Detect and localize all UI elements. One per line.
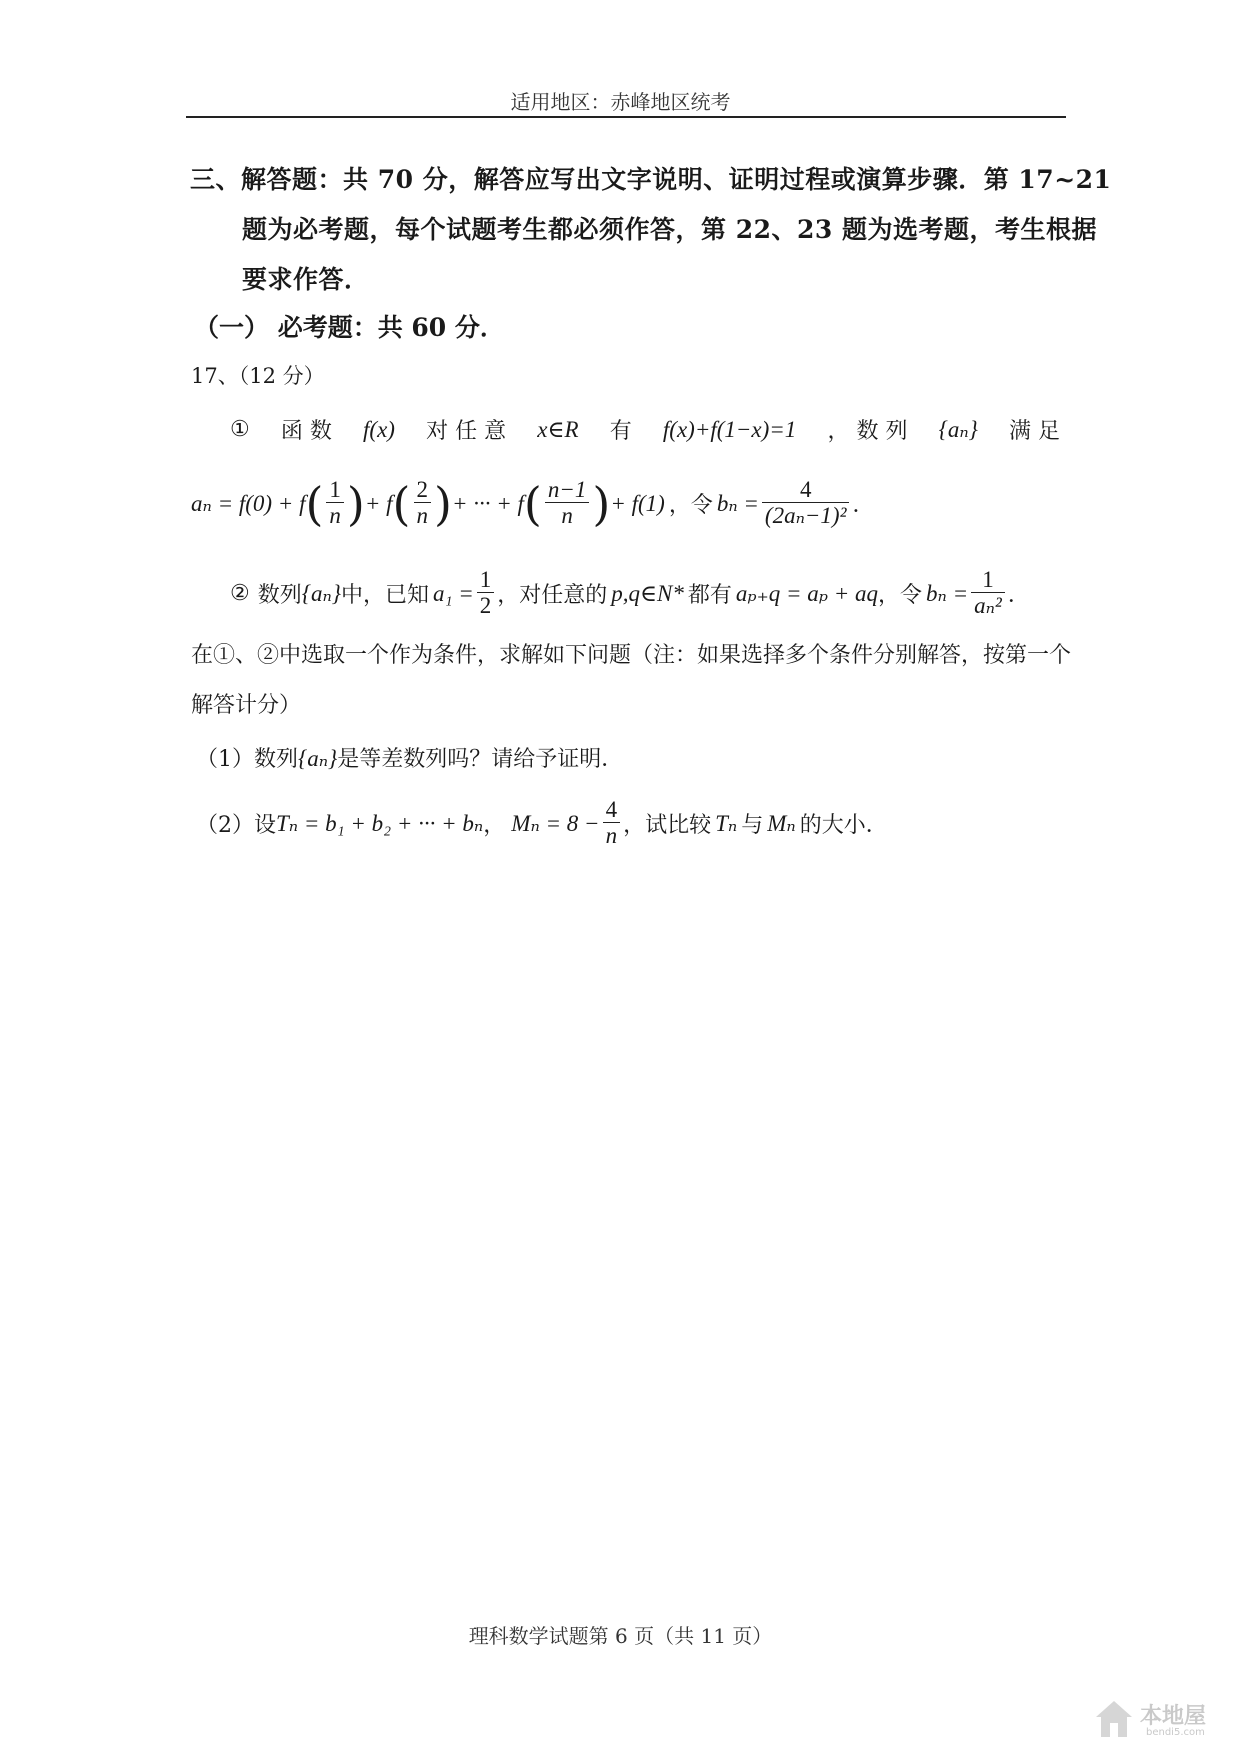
condition-2-line (230, 568, 1030, 619)
condition-1-marker: ① (230, 417, 250, 442)
section-line-1: 三、解答题：共 70 分，解答应写出文字说明、证明过程或演算步骤．第 17~21 (190, 165, 1112, 194)
condition-2-end: ． (1007, 583, 1030, 608)
an-sum-lhs: aₙ = f(0) + f (191, 490, 306, 516)
subsection-heading: （一） 必考题：共 60 分． (194, 313, 505, 342)
condition-2-marker: ② (230, 581, 250, 606)
plus-f-2: + f (364, 490, 393, 516)
fraction-1-over-n: $\frac{1}{n}$ (326, 478, 344, 529)
fraction-2-over-n: $\frac{2}{n}$ (414, 478, 432, 529)
condition-2-text-5: ，令 (878, 583, 923, 608)
mn-definition: Mₙ = 8 − (511, 810, 600, 836)
part-2: （2）设 Tₙ = b₁ + b₂ + ··· + bₙ ， Mₙ = 8 − $\frac{4}{n}$ ，试比较 Tₙ 与 Mₙ 的大小． (196, 797, 888, 848)
tn-definition: Tₙ = b₁ + b₂ + ··· + bₙ (276, 810, 484, 836)
section-line-3: 要求作答． (242, 265, 370, 294)
condition-1-end: ． (852, 493, 875, 518)
a1-definition: a₁ = (432, 580, 474, 606)
watermark-logo (1088, 1695, 1238, 1745)
x-in-R: x∈R (537, 416, 579, 442)
page-header-title: 适用地区：赤峰地区统考 (510, 90, 731, 114)
bn-fraction: $\frac{4}{\text{(2aₙ−1)²}}$ (762, 478, 850, 529)
sequence-an-set-3: {aₙ} (298, 746, 338, 771)
watermark-text: 本地屋 (1140, 1704, 1207, 1729)
condition-1-text-2: 对 任 意 (426, 419, 507, 444)
bn-definition-2: bₙ = (926, 580, 969, 606)
function-fx: f(x) (363, 416, 395, 442)
house-icon (1092, 1697, 1136, 1741)
condition-1-text-5: 满 足 (1009, 419, 1060, 444)
pq-in-N: p,q∈N* (611, 580, 684, 606)
function-identity: f(x)+f(1−x)=1 (662, 416, 797, 442)
page-footer: 理科数学试题第 6 页（共 11 页） (468, 1624, 773, 1648)
instruction-line-1: 在①、②中选取一个作为条件，求解如下问题（注：如果选择多个条件分别解答，按第一个 (191, 643, 1072, 668)
sequence-an-set-2: {aₙ} (301, 580, 341, 606)
condition-1-text-1: 函 数 (280, 419, 332, 444)
header-divider (186, 116, 1066, 118)
condition-1-text-4: ， 数 列 (827, 419, 908, 444)
condition-1-line-a (230, 414, 1060, 445)
a1-fraction: $\frac{1}{2}$ (477, 568, 495, 619)
mn-symbol: Mₙ (767, 810, 796, 836)
ling-text: ，令 (668, 493, 713, 518)
plus-dots-f: + ··· + f (451, 490, 524, 516)
condition-1-text-3: 有 (609, 419, 632, 444)
instruction-line-2: 解答计分） (191, 693, 302, 718)
condition-2-text-2: 中，已知 (340, 583, 429, 608)
plus-f-1: + f(1) (610, 490, 665, 516)
question-number: 17、（12 分） (191, 364, 325, 388)
part-1: （1）数列{aₙ}是等差数列吗？请给予证明． (196, 746, 624, 772)
condition-2-text-1: 数列 (257, 583, 302, 608)
sequence-an-set: {aₙ} (938, 416, 978, 442)
mn-fraction: $\frac{4}{n}$ (603, 798, 621, 849)
watermark-url: bendi5.com (1146, 1727, 1205, 1738)
section-line-2: 题为必考题，每个试题考生都必须作答，第 22、23 题为选考题，考生根据 (242, 215, 1097, 244)
condition-2-text-3: ，对任意的 (497, 583, 608, 608)
tn-symbol: Tₙ (715, 810, 738, 836)
bn-definition: bₙ = (716, 490, 759, 516)
additive-relation: aₚ₊q = aₚ + aq (735, 580, 878, 606)
condition-1-line-b: aₙ = f(0) + f ( $\frac{1}{n}$ ) + f ( $\frac{2}{n}$ ) + ··· + f ( $\frac{n-1}{n}$ ) + f(1) ，令 bₙ = $\frac{4}{\text{(2aₙ−1)²}}$ ． (191, 476, 875, 531)
condition-2-text-4: 都有 (687, 583, 732, 608)
fraction-n-minus-1-over-n: $\frac{n-1}{n}$ (545, 478, 590, 529)
bn-fraction-2: $\frac{1}{\text{aₙ²}}$ (971, 568, 1005, 619)
